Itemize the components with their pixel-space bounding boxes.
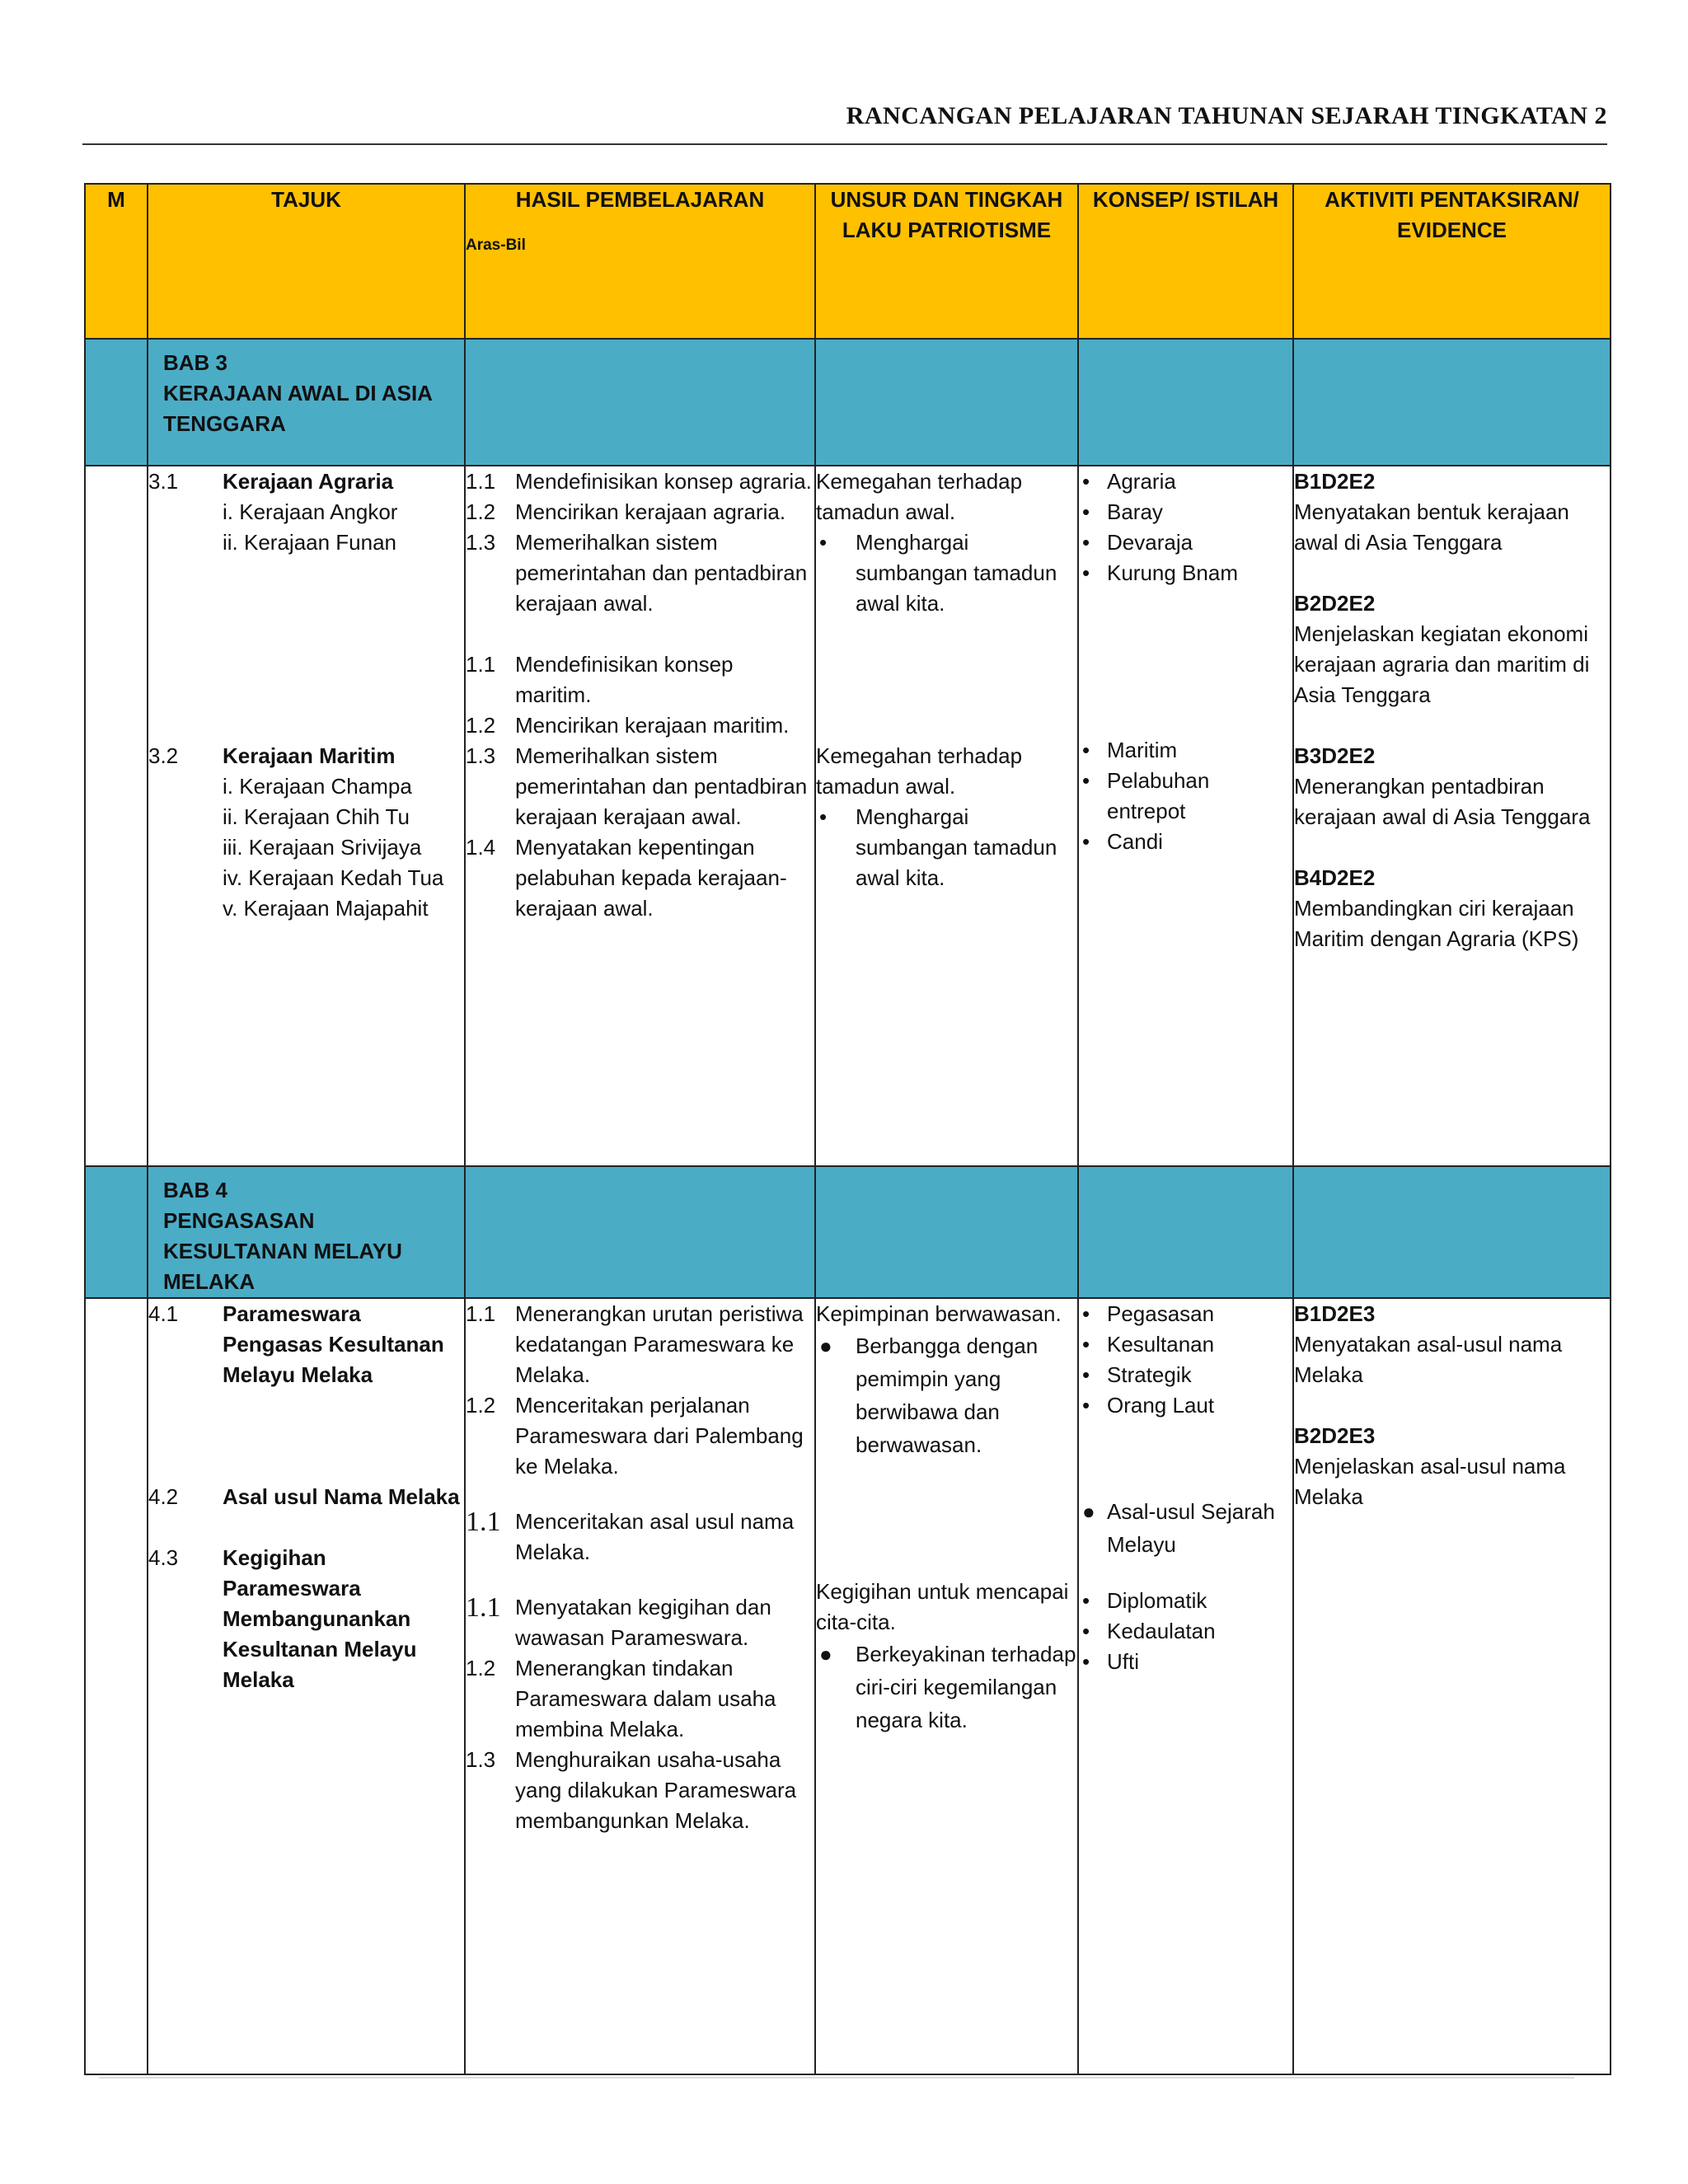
item-text: Berkeyakinan terhadap ciri-ciri kegemilangan negara kita.: [856, 1642, 1076, 1732]
bullet-icon: •: [1082, 1301, 1090, 1326]
learning-outcome: [466, 832, 814, 924]
col-header-m: M: [85, 184, 148, 339]
page-header: [82, 102, 1607, 145]
learning-outcome: [466, 1592, 814, 1653]
learning-outcome: [466, 497, 814, 527]
bullet-icon: •: [1082, 1619, 1090, 1643]
list-item: [1079, 558, 1292, 588]
item-text: Pelabuhan entrepot: [1107, 768, 1210, 823]
item-text: Menghuraikan usaha-usaha yang dilakukan Parameswara membangunkan Melaka.: [515, 1747, 797, 1833]
item-number: 1.3: [466, 1747, 496, 1772]
item-number: 1.1: [466, 1592, 501, 1623]
list-item: [1079, 827, 1292, 857]
aktiviti-cell: B1D2E2 Menyatakan bentuk kerajaan awal di Asia Tenggara B2D2E2 Menjelaskan kegiatan ekonomi kerajaan agraria dan maritim di Asia Tenggara B3D2E2 Menerangkan pentadbiran kerajaan awal di Asia Tenggara B4D2E2 Membandingkan ciri kerajaan Maritim dengan Agraria (KPS): [1293, 466, 1611, 1166]
unsur-cell: Kemegahan terhadap tamadun awal. • Menghargai sumbangan tamadun awal kita. Kemegahan terhadap tamadun awal. • Menghargai sumbangan tamadun awal kita.: [815, 466, 1078, 1166]
topic-3-2: 3.2 Kerajaan Maritim i. Kerajaan Champa ii. Kerajaan Chih Tu iii. Kerajaan Srivijaya iv. Kerajaan Kedah Tua v. Kerajaan Majapahit: [148, 741, 464, 924]
unsur-cell: Kepimpinan berwawasan. ● Berbangga dengan pemimpin yang berwibawa dan berwawasan. Kegigihan untuk mencapai cita-cita. ● Berkeyakinan terhadap ciri-ciri kegemilangan negara kita.: [815, 1298, 1078, 2074]
learning-outcome: [466, 649, 814, 710]
bullet-icon: •: [1082, 1393, 1090, 1418]
item-text: Menyatakan kegigihan dan wawasan Parameswara.: [515, 1595, 771, 1650]
list-item: [1079, 1495, 1292, 1561]
list-item: [1079, 1390, 1292, 1421]
bullet-icon: •: [1082, 829, 1090, 854]
item-text: Menceritakan perjalanan Parameswara dari Palembang ke Melaka.: [515, 1393, 804, 1479]
item-text: Diplomatik: [1107, 1588, 1207, 1613]
list-item: [1079, 1616, 1292, 1647]
bullet-icon: •: [1082, 738, 1090, 762]
chapter-content-bab-3: [85, 466, 1611, 1166]
list-item: [1079, 735, 1292, 766]
topic-4-1: 4.1 Parameswara Pengasas Kesultanan Melayu Melaka: [148, 1299, 464, 1390]
list-item: [1079, 1299, 1292, 1329]
col-header-tajuk: TAJUK: [148, 184, 465, 339]
hasil-cell: [465, 466, 815, 1166]
topic-4-3: 4.3 Kegigihan Parameswara Membangunankan Kesultanan Melayu Melaka: [148, 1543, 464, 1695]
item-text: Orang Laut: [1107, 1393, 1215, 1418]
list-item: [1079, 527, 1292, 558]
learning-outcome: [466, 1507, 814, 1568]
list-item: [816, 1329, 1077, 1461]
item-text: Memerihalkan sistem pemerintahan dan pentadbiran kerajaan kerajaan awal.: [515, 743, 808, 829]
chapter-title: BAB 3 KERAJAAN AWAL DI ASIA TENGGARA: [163, 350, 432, 436]
tajuk-cell: [148, 1298, 465, 2074]
learning-outcome: [466, 527, 814, 619]
bullet-icon: •: [819, 530, 828, 555]
item-text: Kedaulatan: [1107, 1619, 1216, 1643]
chapter-band-bab-3: [85, 339, 1611, 466]
konsep-cell: [1078, 1298, 1293, 2074]
list-item: [1079, 466, 1292, 497]
bullet-icon: •: [1082, 768, 1090, 793]
bullet-icon: ●: [819, 1642, 832, 1666]
item-text: Pegasasan: [1107, 1301, 1215, 1326]
page-title: RANCANGAN PELAJARAN TAHUNAN SEJARAH TINGKATAN 2: [846, 102, 1607, 129]
list-item: [1079, 766, 1292, 827]
item-text: Kesultanan: [1107, 1332, 1215, 1357]
item-text: Menghargai sumbangan tamadun awal kita.: [856, 804, 1057, 890]
bullet-icon: •: [819, 804, 828, 829]
item-text: Devaraja: [1107, 530, 1193, 555]
list-item: [816, 527, 1077, 619]
col-header-aktiviti: AKTIVITI PENTAKSIRAN/ EVIDENCE: [1293, 184, 1611, 339]
item-text: Menceritakan asal usul nama Melaka.: [515, 1509, 795, 1564]
item-text: Menyatakan kepentingan pelabuhan kepada kerajaan-kerajaan awal.: [515, 835, 787, 921]
bullet-icon: •: [1082, 530, 1090, 555]
bullet-icon: •: [1082, 560, 1090, 585]
aras-bil-label: Aras-Bil: [466, 237, 526, 254]
item-text: Mencirikan kerajaan agraria.: [515, 499, 786, 524]
item-text: Agraria: [1107, 469, 1176, 494]
item-text: Ufti: [1107, 1649, 1139, 1674]
item-text: Menerangkan tindakan Parameswara dalam usaha membina Melaka.: [515, 1656, 776, 1741]
item-text: Mendefinisikan konsep maritim.: [515, 652, 734, 707]
item-text: Mendefinisikan konsep agraria.: [515, 469, 812, 494]
bullet-icon: ●: [1082, 1499, 1095, 1524]
item-number: 4.1: [148, 1301, 179, 1326]
list-item: [1079, 1586, 1292, 1616]
footer-divider: [99, 2077, 1574, 2079]
item-text: Mencirikan kerajaan maritim.: [515, 713, 790, 738]
item-text: Asal-usul Sejarah Melayu: [1107, 1499, 1275, 1557]
learning-outcome: [466, 1390, 814, 1482]
learning-outcome: [466, 466, 814, 497]
col-header-hasil: [465, 184, 815, 339]
item-text: Strategik: [1107, 1362, 1192, 1387]
bullet-icon: ●: [819, 1333, 832, 1358]
tajuk-cell: [148, 466, 465, 1166]
col-header-konsep: KONSEP/ ISTILAH: [1078, 184, 1293, 339]
item-number: 1.1: [466, 1301, 496, 1326]
bullet-icon: •: [1082, 499, 1090, 524]
chapter-band-bab-4: [85, 1166, 1611, 1298]
aktiviti-cell: B1D2E3 Menyatakan asal-usul nama Melaka B2D2E3 Menjelaskan asal-usul nama Melaka: [1293, 1298, 1611, 2074]
item-number: 3.1: [148, 469, 179, 494]
topic-3-1: 3.1 Kerajaan Agraria i. Kerajaan Angkor ii. Kerajaan Funan: [148, 466, 464, 558]
item-text: Maritim: [1107, 738, 1178, 762]
item-number: 1.1: [466, 469, 496, 494]
bullet-icon: •: [1082, 1332, 1090, 1357]
chapter-content-bab-4: [85, 1298, 1611, 2074]
item-text: Menghargai sumbangan tamadun awal kita.: [856, 530, 1057, 616]
item-text: Memerihalkan sistem pemerintahan dan pentadbiran kerajaan awal.: [515, 530, 808, 616]
list-item: [1079, 1360, 1292, 1390]
bullet-icon: •: [1082, 1588, 1090, 1613]
bullet-icon: •: [1082, 1362, 1090, 1387]
item-number: 1.2: [466, 1656, 496, 1680]
item-text: Baray: [1107, 499, 1163, 524]
item-number: 4.2: [148, 1484, 179, 1509]
chapter-title: BAB 4 PENGASASAN KESULTANAN MELAYU MELAKA: [163, 1178, 402, 1294]
lesson-plan-table: [84, 183, 1611, 2075]
item-number: 1.2: [466, 713, 496, 738]
item-number: 3.2: [148, 743, 179, 768]
item-text: Menerangkan urutan peristiwa kedatangan Parameswara ke Melaka.: [515, 1301, 804, 1387]
hasil-cell: [465, 1298, 815, 2074]
bullet-icon: •: [1082, 1649, 1090, 1674]
col-header-unsur: UNSUR DAN TINGKAH LAKU PATRIOTISME: [815, 184, 1078, 339]
bullet-icon: •: [1082, 469, 1090, 494]
item-text: Kurung Bnam: [1107, 560, 1238, 585]
hasil-label: HASIL PEMBELAJARAN: [515, 187, 765, 212]
item-number: 1.2: [466, 499, 496, 524]
list-item: [1079, 1329, 1292, 1360]
list-item: [816, 1638, 1077, 1736]
learning-outcome: [466, 710, 814, 741]
item-number: 1.1: [466, 652, 496, 677]
item-number: 1.3: [466, 743, 496, 768]
list-item: [1079, 497, 1292, 527]
item-number: 1.4: [466, 835, 496, 860]
header-row: [85, 184, 1611, 339]
item-text: Candi: [1107, 829, 1163, 854]
list-item: [816, 802, 1077, 893]
topic-4-2: 4.2 Asal usul Nama Melaka: [148, 1482, 464, 1512]
konsep-cell: [1078, 466, 1293, 1166]
learning-outcome: [466, 1745, 814, 1836]
learning-outcome: [466, 741, 814, 832]
list-item: [1079, 1647, 1292, 1677]
learning-outcome: [466, 1653, 814, 1745]
item-number: 1.3: [466, 530, 496, 555]
item-number: 1.2: [466, 1393, 496, 1418]
item-number: 4.3: [148, 1545, 179, 1570]
item-number: 1.1: [466, 1507, 501, 1537]
learning-outcome: [466, 1299, 814, 1390]
item-text: Berbangga dengan pemimpin yang berwibawa dan berwawasan.: [856, 1333, 1039, 1457]
